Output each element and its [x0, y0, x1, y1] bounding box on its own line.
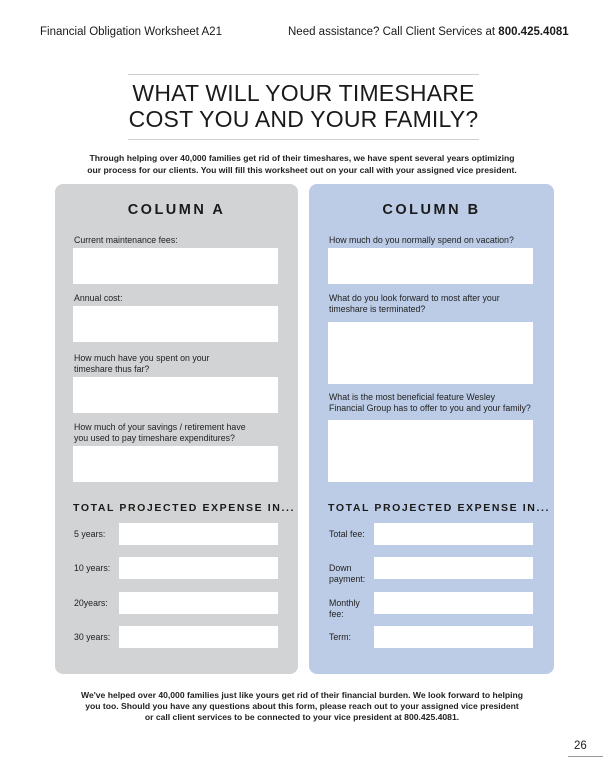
column-b-row-label-2-line-1: Down — [329, 563, 352, 573]
column-b-question-3-line-1: What is the most beneficial feature Wesley — [329, 392, 496, 402]
footer-text — [62, 690, 542, 723]
spent-thus-far-field[interactable] — [73, 377, 278, 413]
title-line-2: COST YOU AND YOUR FAMILY? — [128, 106, 479, 132]
column-a-question-3-line-2: timeshare thus far? — [74, 364, 150, 374]
term-field[interactable] — [374, 626, 533, 648]
column-b-question-2 — [329, 293, 500, 315]
column-a-question-4-line-1: How much of your savings / retirement have — [74, 422, 246, 432]
column-a-title: COLUMN A — [127, 202, 226, 218]
intro-text — [62, 153, 542, 176]
beneficial-feature-field[interactable] — [328, 420, 533, 482]
footer-line-1: We've helped over 40,000 families just like yours get rid of their financial burden. We look forward to helping — [80, 690, 524, 700]
projected-30-years-field[interactable] — [119, 626, 278, 648]
column-b-row-label-4: Term: — [329, 632, 351, 642]
page-number-rule — [568, 756, 603, 757]
document-title: Financial Obligation Worksheet A21 — [40, 26, 222, 38]
page-number: 26 — [574, 740, 587, 752]
column-a-question-4 — [74, 422, 246, 444]
column-b-panel — [309, 184, 554, 674]
column-a-question-3 — [74, 353, 209, 375]
footer-line-3: or call client services to be connected to your vice president at 800.425.4081. — [144, 712, 460, 722]
vacation-spend-field[interactable] — [328, 248, 533, 284]
projected-5-years-field[interactable] — [119, 523, 278, 545]
column-a-row-label-1: 5 years: — [74, 529, 106, 539]
intro-line-1: Through helping over 40,000 families get rid of their timeshares, we have spent several years optimizing — [89, 153, 515, 163]
column-b-question-1: How much do you normally spend on vacation? — [329, 235, 514, 245]
down-payment-field[interactable] — [374, 557, 533, 579]
column-a-row-label-2: 10 years: — [74, 563, 111, 573]
phone-number: 800.425.4081 — [498, 26, 569, 38]
footer-line-2: you too. Should you have any questions about this form, please reach out to your assigned vice president — [85, 701, 519, 711]
annual-cost-field[interactable] — [73, 306, 278, 342]
column-a-question-4-line-2: you used to pay timeshare expenditures? — [74, 433, 235, 443]
total-fee-field[interactable] — [374, 523, 533, 545]
projected-10-years-field[interactable] — [119, 557, 278, 579]
column-a-row-label-3: 20years: — [74, 598, 108, 608]
column-a-question-2: Annual cost: — [74, 293, 123, 303]
projected-20-years-field[interactable] — [119, 592, 278, 614]
column-a-section-heading: TOTAL PROJECTED EXPENSE IN... — [73, 502, 296, 514]
column-b-row-label-2 — [329, 563, 365, 585]
column-a-question-3-line-1: How much have you spent on your — [74, 353, 210, 363]
column-a-question-1: Current maintenance fees: — [74, 235, 178, 245]
assistance-line — [288, 26, 569, 38]
intro-line-2: our process for our clients. You will fill this worksheet out on your call with your assigned vice president. — [87, 164, 517, 175]
column-b-row-label-3-line-1: Monthly — [329, 598, 360, 608]
column-b-question-2-line-2: timeshare is terminated? — [329, 304, 426, 314]
column-b-question-2-line-1: What do you look forward to most after your — [329, 293, 500, 303]
monthly-fee-field[interactable] — [374, 592, 533, 614]
column-b-row-label-2-line-2: payment: — [329, 574, 366, 584]
column-b-row-label-3-line-2: fee: — [329, 609, 344, 619]
savings-used-field[interactable] — [73, 446, 278, 482]
column-b-title: COLUMN B — [382, 202, 481, 218]
page-title — [100, 80, 507, 132]
assistance-text: Need assistance? Call Client Services at — [288, 26, 499, 38]
title-rule-top — [128, 74, 479, 75]
column-b-question-3 — [329, 392, 531, 414]
title-line-1: WHAT WILL YOUR TIMESHARE — [132, 80, 475, 106]
title-rule-bottom — [128, 139, 479, 140]
maintenance-fees-field[interactable] — [73, 248, 278, 284]
column-b-question-3-line-2: Financial Group has to offer to you and your family? — [329, 403, 531, 413]
column-a-panel — [55, 184, 298, 674]
column-b-row-label-3 — [329, 598, 360, 620]
column-a-row-label-4: 30 years: — [74, 632, 111, 642]
column-b-row-label-1: Total fee: — [329, 529, 365, 539]
column-b-section-heading: TOTAL PROJECTED EXPENSE IN... — [328, 502, 551, 514]
look-forward-field[interactable] — [328, 322, 533, 384]
